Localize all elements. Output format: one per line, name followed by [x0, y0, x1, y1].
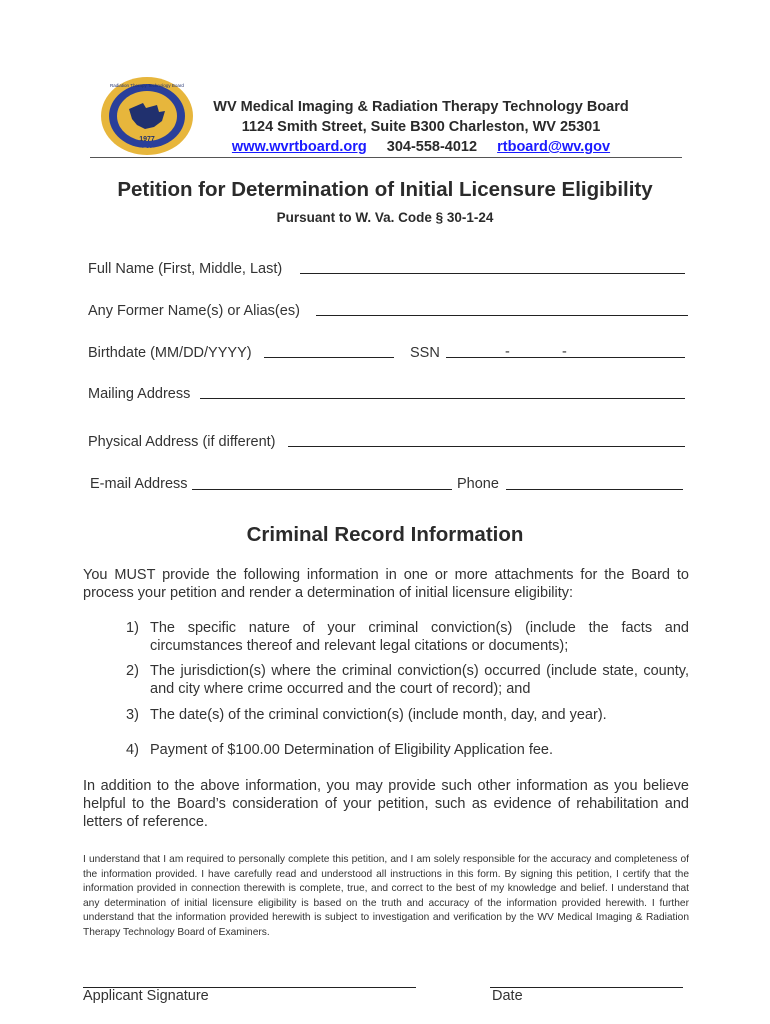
requirement-item: [126, 662, 689, 698]
letterhead: [196, 97, 646, 157]
requirement-item: [126, 706, 689, 724]
criminal-intro: You MUST provide the following information in one or more attachments for the Board to process your petition and render a determination of initial licensure eligibility:: [83, 567, 689, 601]
ssn-dash-2: -: [562, 344, 567, 360]
org-name: WV Medical Imaging & Radiation Therapy Technology Board: [213, 99, 629, 115]
requirement-text: The specific nature of your criminal conviction(s) (include the facts and circumstances thereof and relevant legal citations or documents);: [150, 620, 689, 654]
ssn-dash-1: -: [505, 344, 510, 360]
document-subtitle: Pursuant to W. Va. Code § 30-1-24: [276, 210, 494, 225]
email-label: E-mail Address: [90, 476, 188, 492]
org-address: 1124 Smith Street, Suite B300 Charleston, WV 25301: [241, 119, 601, 135]
ssn-label: SSN: [410, 345, 440, 361]
birthdate-field[interactable]: [264, 357, 394, 358]
board-seal-logo: [99, 75, 195, 157]
certification-statement: I understand that I am required to personally complete this petition, and I am solely responsible for the accuracy and completeness of the information provided. I have carefully read and understood all instructions in this form. By signing this petition, I certify that the information provided in connection therewith is complete, true, and correct to the best of my knowledge and belief. I understand that any determination of initial licensure eligibility is based on the truth and accuracy of the information provided herewith. I further understand that the information provided herewith is subject to investigation and verification by the WV Medical Imaging & Radiation Therapy Technology Board of Examiners.: [83, 854, 689, 938]
date-label: Date: [492, 988, 523, 1004]
phone-label: Phone: [457, 476, 499, 492]
requirement-text: The jurisdiction(s) where the criminal conviction(s) occurred (include state, county, and city where crime occurred and the court of record); and: [150, 663, 689, 697]
requirement-item: [126, 619, 689, 655]
full-name-field[interactable]: [300, 273, 685, 274]
requirement-number: 3): [126, 707, 139, 723]
physical-address-field[interactable]: [288, 446, 685, 447]
seal-year: 1977: [139, 136, 155, 143]
criminal-record-heading: Criminal Record Information: [246, 523, 524, 546]
mailing-address-label: Mailing Address: [88, 386, 191, 402]
requirement-text: The date(s) of the criminal conviction(s) (include month, day, and year).: [150, 707, 607, 723]
requirement-number: 4): [126, 742, 139, 758]
seal-text: Radiation Therapy Technology Board: [110, 83, 184, 88]
former-names-label: Any Former Name(s) or Alias(es): [88, 303, 300, 319]
mailing-address-field[interactable]: [200, 398, 685, 399]
contact-line: [196, 137, 646, 157]
email-field[interactable]: [192, 489, 452, 490]
requirement-item: [126, 741, 689, 759]
seal-label: SEAL: [138, 148, 156, 154]
applicant-signature-label: Applicant Signature: [83, 988, 209, 1004]
email-link[interactable]: rtboard@wv.gov: [497, 139, 611, 155]
requirement-number: 1): [126, 620, 139, 636]
birthdate-label: Birthdate (MM/DD/YYYY): [88, 345, 252, 361]
additional-info-paragraph: In addition to the above information, you may provide such other information as you believe helpful to the Board’s consideration of your petition, such as evidence of rehabilitation and letters of reference.: [83, 778, 689, 830]
full-name-label: Full Name (First, Middle, Last): [88, 261, 283, 277]
physical-address-label: Physical Address (if different): [88, 434, 276, 450]
phone-number: 304-558-4012: [386, 139, 478, 155]
former-names-field[interactable]: [316, 315, 688, 316]
document-title: Petition for Determination of Initial Licensure Eligibility: [117, 178, 653, 201]
requirement-text: Payment of $100.00 Determination of Eligibility Application fee.: [150, 742, 554, 758]
phone-field[interactable]: [506, 489, 683, 490]
requirement-number: 2): [126, 663, 139, 679]
header-divider: [90, 157, 682, 158]
website-link[interactable]: www.wvrtboard.org: [231, 139, 367, 155]
